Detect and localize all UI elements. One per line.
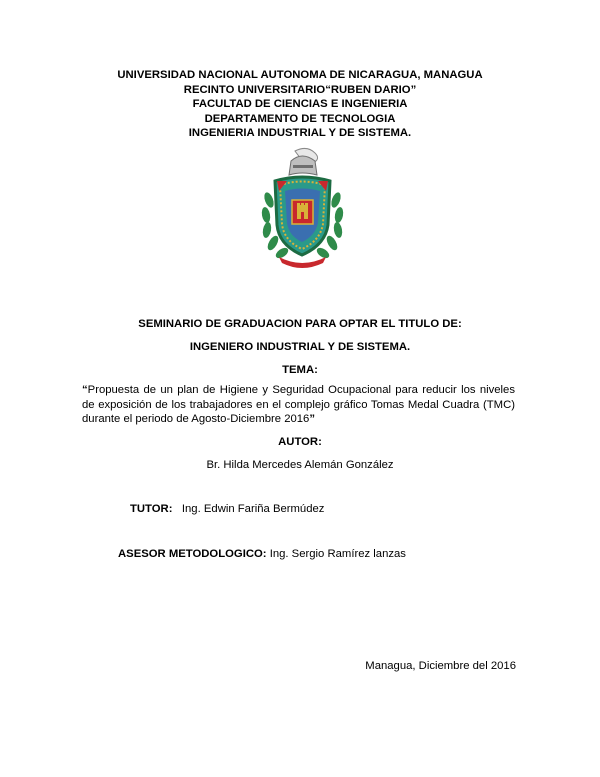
header-line-faculty: FACULTAD DE CIENCIAS E INGENIERIA <box>192 98 408 110</box>
helmet-icon <box>289 148 318 175</box>
theme-label: TEMA: <box>282 364 318 376</box>
seminar-heading: SEMINARIO DE GRADUACION PARA OPTAR EL TITULO DE: <box>138 318 462 330</box>
author-label: AUTOR: <box>278 436 322 448</box>
tutor-label: TUTOR: <box>130 503 173 515</box>
place-date: Managua, Diciembre del 2016 <box>365 660 516 672</box>
header-line-department: DEPARTAMENTO DE TECNOLOGIA <box>204 112 396 125</box>
author-name: Br. Hilda Mercedes Alemán González <box>206 459 394 471</box>
university-crest-icon <box>255 145 350 270</box>
header-line-campus: RECINTO UNIVERSITARIO“RUBEN DARIO” <box>183 83 417 96</box>
degree-title: INGENIERO INDUSTRIAL Y DE SISTEMA. <box>189 341 411 353</box>
tutor-name: Ing. Edwin Fariña Bermúdez <box>181 503 325 515</box>
theme-close-quote: ” <box>309 413 315 426</box>
header-line-university: UNIVERSIDAD NACIONAL AUTONOMA DE NICARAGUA, MANAGUA <box>117 69 483 81</box>
advisor-line <box>118 548 406 560</box>
theme-body: Propuesta de un plan de Higiene y Seguridad Ocupacional para reducir los niveles de exposición de los trabajadores en el complejo gráfico Tomas Medal Cuadra (TMC) durante el periodo de Agosto-Diciembre 2016 <box>82 384 515 426</box>
header-line-program: INGENIERIA INDUSTRIAL Y DE SISTEMA. <box>188 127 412 139</box>
advisor-name: Ing. Sergio Ramírez lanzas <box>269 548 406 560</box>
advisor-label: ASESOR METODOLOGICO: <box>118 548 267 560</box>
institution-header <box>60 68 540 141</box>
theme-text <box>82 383 515 427</box>
tutor-line <box>130 503 324 515</box>
theme-open-quote: “ <box>82 384 88 396</box>
